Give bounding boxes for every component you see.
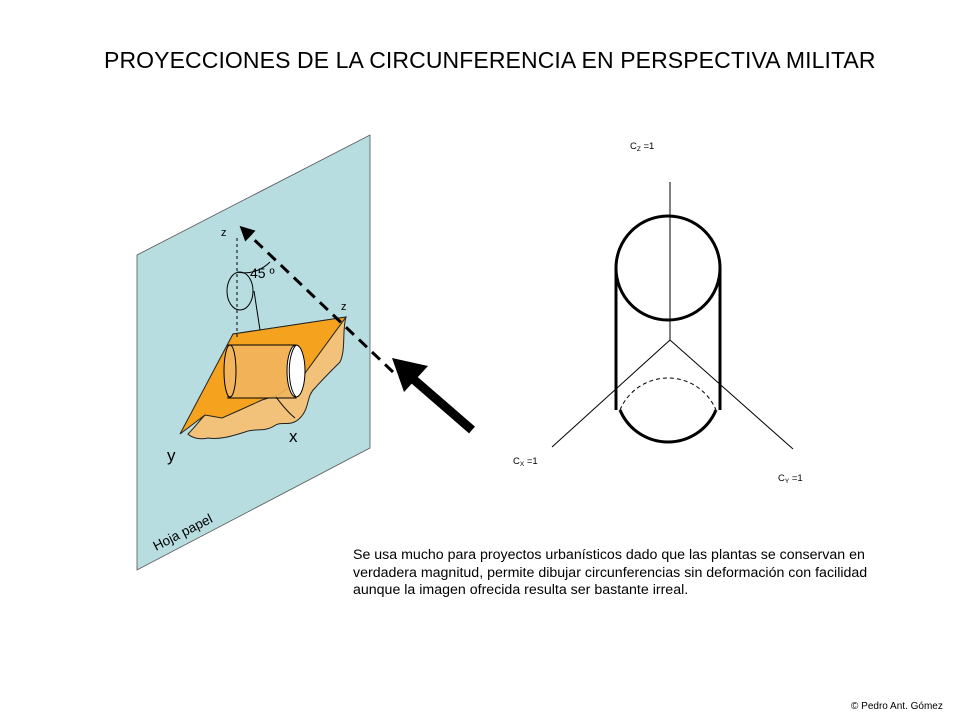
axis-y-line — [670, 340, 793, 449]
label-axis-x: x — [289, 427, 298, 446]
view-direction-arrow — [392, 358, 472, 430]
horizontal-cylinder-body — [228, 345, 296, 398]
description-text: Se usa mucho para proyectos urbanísticos dado que las plantas se conservan en verdadera magnitud, permite dibujar circunferencias sin deformación con facilidad aunque la imagen ofrecida resulta ser bastante irreal. — [353, 547, 868, 598]
label-cx: $C_X =1$ — [513, 456, 538, 468]
label-cy: $C_Y =1$ — [778, 473, 803, 485]
right-figure — [513, 141, 803, 485]
label-paper: Hoja papel — [150, 511, 215, 554]
axis-x-line — [552, 340, 670, 447]
label-z-top: z — [221, 227, 227, 239]
label-z-mid: z — [341, 301, 347, 313]
label-axis-y: y — [167, 446, 176, 465]
label-angle: 45 º — [250, 265, 275, 281]
left-figure — [137, 135, 472, 570]
label-cz: $C_Z =1$ — [630, 141, 655, 153]
cylinder-top-circle — [616, 216, 720, 320]
page-title: PROYECCIONES DE LA CIRCUNFERENCIA EN PERSPECTIVA MILITAR — [104, 47, 876, 73]
copyright-credit: © Pedro Ant. Gómez — [851, 701, 943, 712]
horizontal-cylinder-left-end — [224, 345, 236, 397]
cylinder-bottom-arc — [620, 410, 716, 442]
cylinder-bottom-hidden-arc — [620, 378, 716, 410]
